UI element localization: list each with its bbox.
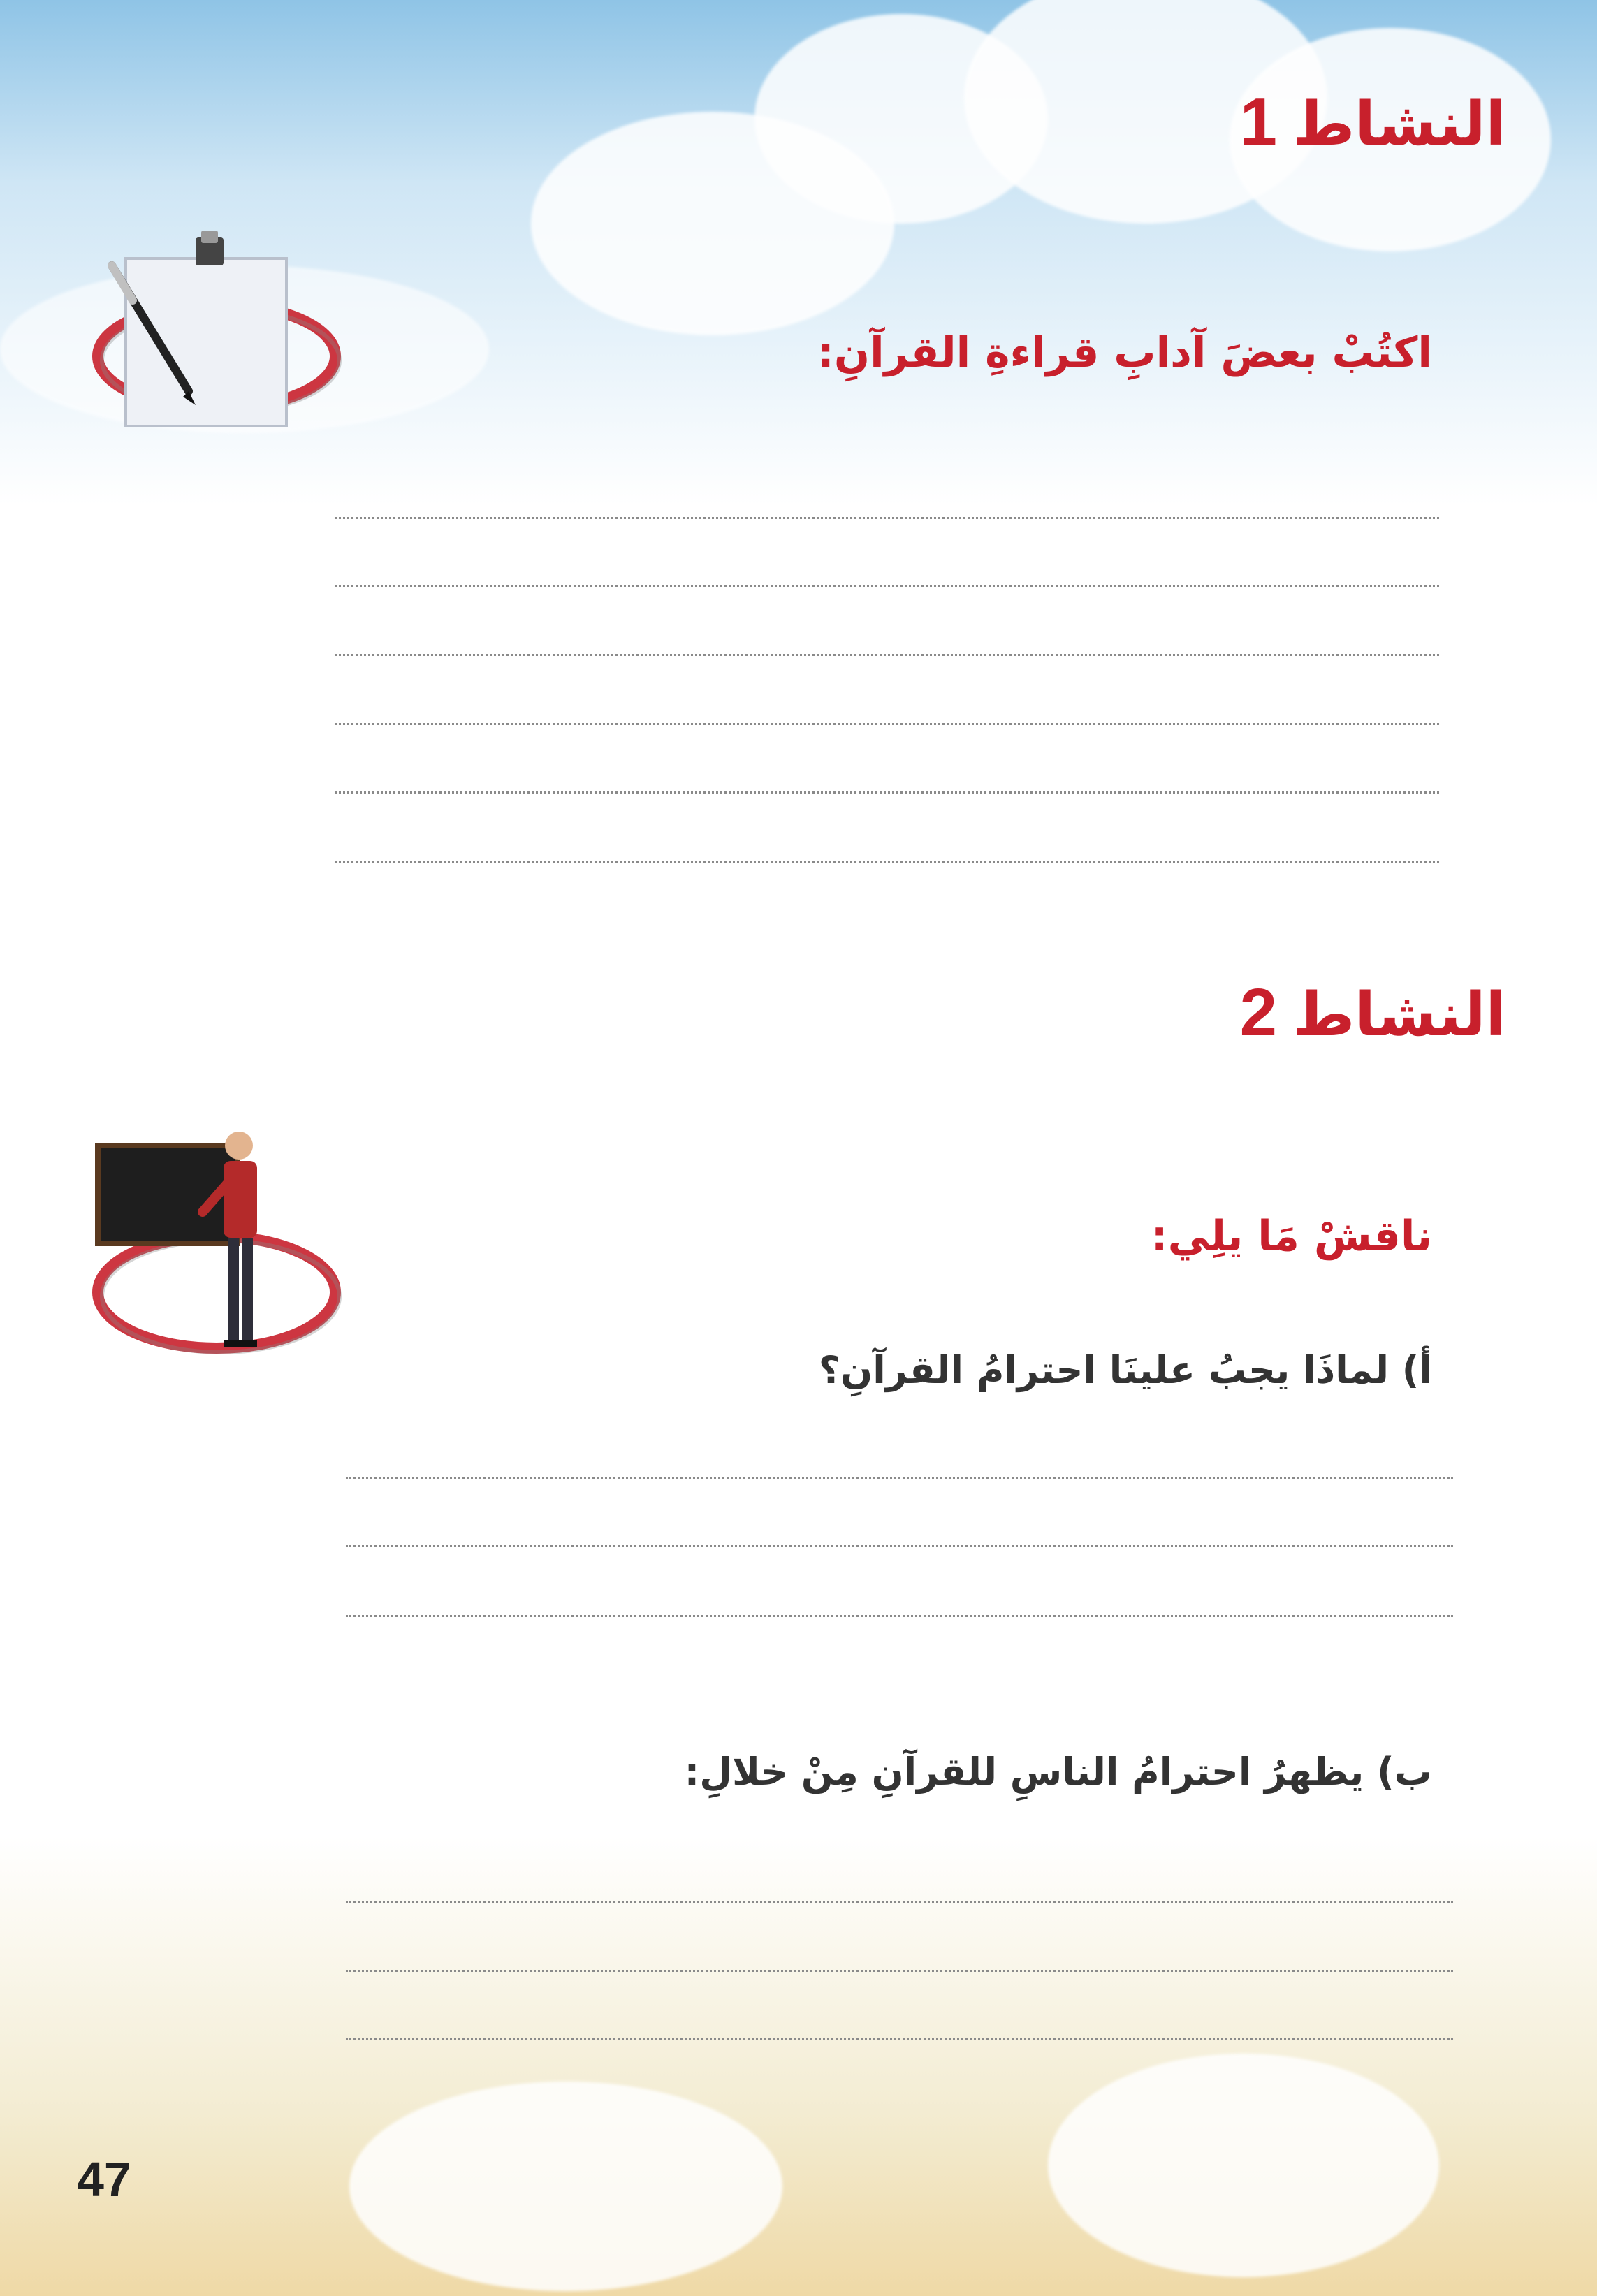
page-number: 47 <box>77 2152 131 2207</box>
answer-line[interactable] <box>335 654 1439 656</box>
answer-line[interactable] <box>346 1477 1453 1479</box>
question-b: ب) يظهرُ احترامُ الناسِ للقرآنِ مِنْ خلالِ: <box>684 1750 1432 1794</box>
answer-line[interactable] <box>335 585 1439 587</box>
activity2-title <box>1240 974 1506 1051</box>
answer-line[interactable] <box>335 791 1439 794</box>
cloud-decoration <box>531 112 894 335</box>
activity1-number: 1 <box>1239 85 1277 159</box>
activity1-prompt: اكتُبْ بعضَ آدابِ قراءةِ القرآنِ: <box>817 328 1432 377</box>
teacher-board-icon <box>84 1118 349 1397</box>
answer-line[interactable] <box>346 1901 1453 1903</box>
answer-line[interactable] <box>346 2038 1453 2040</box>
activity2-number: 2 <box>1239 975 1277 1050</box>
answer-line[interactable] <box>335 723 1439 725</box>
answer-line[interactable] <box>346 1970 1453 1972</box>
question-a: أ) لماذَا يجبُ علينَا احترامُ القرآنِ؟ <box>818 1348 1432 1392</box>
activity1-title-text: النشاط <box>1292 89 1506 159</box>
cloud-decoration <box>1048 2054 1439 2277</box>
answer-line[interactable] <box>346 1545 1453 1547</box>
activity2-prompt: ناقشْ مَا يلِي: <box>1151 1212 1432 1261</box>
answer-line[interactable] <box>335 517 1439 519</box>
notepad-pen-icon <box>84 231 349 440</box>
cloud-decoration <box>349 2082 782 2291</box>
activity1-title <box>1240 84 1506 161</box>
answer-line[interactable] <box>335 861 1439 863</box>
answer-line[interactable] <box>346 1615 1453 1617</box>
activity2-title-text: النشاط <box>1292 980 1506 1050</box>
